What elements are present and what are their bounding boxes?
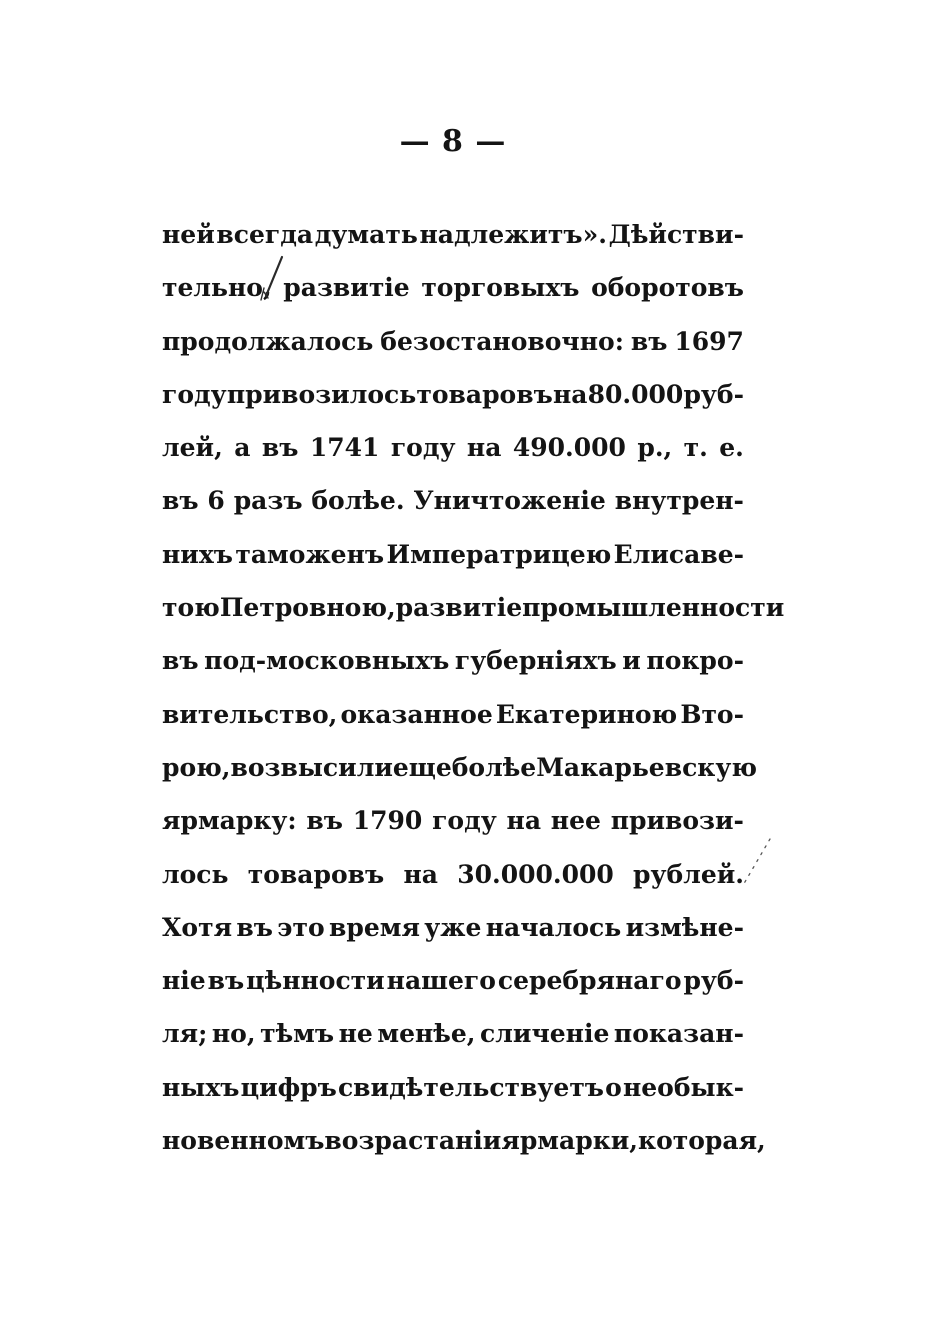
word: руб-: [683, 379, 744, 409]
text-line: [162, 368, 744, 421]
word: тою: [162, 593, 220, 623]
word: Макарьевскую: [536, 752, 757, 782]
word: о: [605, 1072, 622, 1102]
word: развитіе: [395, 593, 523, 623]
word: руб-: [683, 966, 744, 996]
word: вительство,: [162, 699, 338, 729]
word: ныхъ: [162, 1072, 240, 1102]
word: 490.000: [512, 433, 626, 463]
word: свидѣтельствуетъ: [337, 1072, 604, 1102]
word: сличеніе: [480, 1019, 610, 1049]
word: на: [552, 379, 588, 409]
word: Екатериною: [495, 699, 678, 729]
body-text: [162, 208, 785, 1167]
word: надлежитъ».: [419, 220, 607, 249]
word: лось: [162, 859, 229, 889]
word: промышленности: [522, 593, 785, 623]
word: показан-: [613, 1019, 744, 1049]
word: оборотовъ: [591, 273, 744, 303]
word: цифръ: [240, 1072, 337, 1102]
word: внутрен-: [614, 486, 744, 516]
word: разъ: [233, 486, 303, 516]
word: на: [403, 859, 438, 889]
word: лей,: [162, 433, 223, 463]
word: серебрянаго: [497, 966, 682, 996]
word: товаровъ: [416, 379, 553, 409]
word: Вто-: [680, 699, 744, 729]
word: тѣмъ: [260, 1019, 335, 1049]
word: всегда: [216, 220, 314, 249]
text-line: [162, 581, 785, 634]
text-line: [162, 1007, 744, 1060]
text-line: [162, 794, 744, 847]
word: которая,: [638, 1126, 766, 1156]
word: нее: [550, 806, 601, 836]
word: но,: [211, 1019, 256, 1049]
word: товаровъ: [247, 859, 385, 889]
word: возвысили: [230, 752, 393, 782]
word: безостановочно:: [380, 326, 624, 356]
word: р.,: [637, 433, 673, 463]
word: болѣе.: [311, 486, 405, 516]
word: году: [432, 806, 497, 836]
word: ля;: [162, 1019, 208, 1049]
word: е.: [719, 433, 744, 463]
word: Уничтоженіе: [413, 486, 606, 516]
word: Хотя: [162, 912, 233, 942]
word: году: [390, 433, 456, 463]
word: въ: [162, 486, 199, 516]
word: это: [277, 912, 325, 942]
word: 1697: [674, 326, 744, 356]
word: таможенъ: [235, 539, 385, 569]
word: оказанное: [340, 699, 493, 729]
word: необык-: [622, 1072, 744, 1102]
text-line: [162, 528, 744, 581]
word: 30.000.000: [457, 859, 614, 889]
text-line: [162, 208, 744, 261]
page-number: — 8 —: [399, 124, 507, 159]
word: торговыхъ: [421, 273, 580, 303]
word: рою,: [162, 752, 231, 782]
word: въ: [207, 966, 245, 996]
word: ней: [162, 220, 215, 249]
text-line: [162, 474, 744, 527]
text-line: [162, 954, 744, 1007]
word: губерніяхъ: [454, 646, 617, 676]
text-line: [162, 421, 744, 474]
word: 6: [207, 486, 225, 516]
word: покро-: [646, 646, 744, 676]
word: въ: [236, 912, 273, 942]
word: а: [234, 433, 251, 463]
word: ярмарку:: [162, 806, 297, 836]
word: продолжалось: [162, 326, 374, 356]
word: не: [338, 1019, 373, 1049]
word: привози-: [610, 806, 744, 836]
word: въ: [630, 326, 668, 356]
word: Петровною,: [219, 593, 396, 623]
word: на: [466, 433, 502, 463]
word: Императрицею: [386, 539, 612, 569]
word: т.: [683, 433, 708, 463]
word: году: [162, 379, 227, 409]
word: ярмарки,: [501, 1126, 639, 1156]
word: под-московныхъ: [204, 646, 450, 676]
word: началось: [485, 912, 622, 942]
word: нашего: [386, 966, 496, 996]
word: еще: [392, 752, 452, 782]
word: нихъ: [162, 539, 233, 569]
word: Елисаве-: [613, 539, 744, 569]
word: 1741: [309, 433, 380, 463]
word: новенномъ: [162, 1126, 325, 1156]
text-line: [162, 1114, 766, 1167]
word: развитіе: [283, 273, 410, 303]
word: возрастаніи: [324, 1126, 502, 1156]
word: ніе: [162, 966, 206, 996]
word: на: [506, 806, 542, 836]
word: тельно,: [162, 273, 272, 303]
text-line: [162, 634, 744, 687]
word: время: [328, 912, 420, 942]
text-line: [162, 848, 744, 901]
word: измѣне-: [625, 912, 744, 942]
word: и: [622, 646, 641, 676]
word: въ: [162, 646, 199, 676]
text-line: [162, 688, 744, 741]
word: уже: [424, 912, 482, 942]
text-line: [162, 261, 744, 314]
word: цѣнности: [246, 966, 385, 996]
word: 80.000: [587, 379, 684, 409]
word: думать: [314, 220, 418, 249]
text-line: [162, 741, 757, 794]
word: въ: [306, 806, 343, 836]
word: 1790: [352, 806, 423, 836]
word: въ: [261, 433, 299, 463]
word: Дѣйстви-: [608, 220, 744, 249]
word: болѣе: [451, 752, 537, 782]
word: менѣе,: [377, 1019, 476, 1049]
text-line: [162, 315, 744, 368]
word: рублей.: [633, 859, 744, 889]
word: привозилось: [226, 379, 417, 409]
text-line: [162, 1061, 744, 1114]
text-line: [162, 901, 744, 954]
